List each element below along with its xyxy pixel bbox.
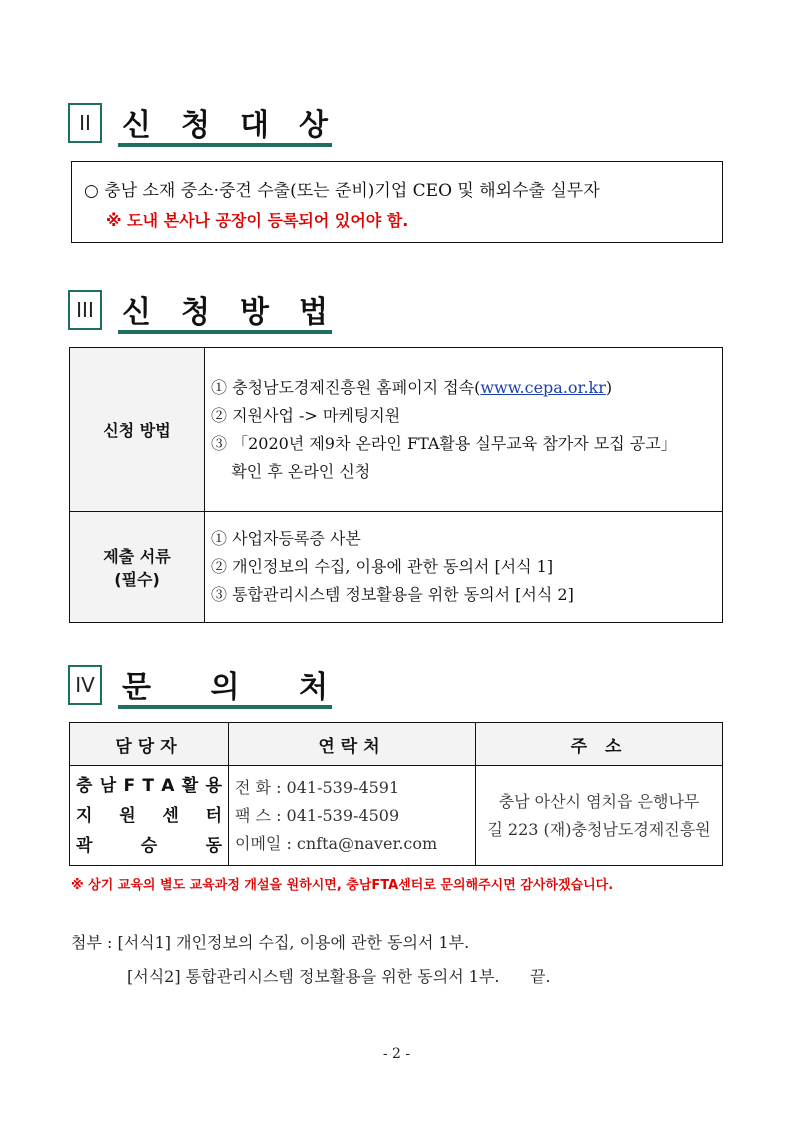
title-char: 청 (181, 295, 210, 330)
address (476, 766, 723, 866)
documents-label (70, 512, 205, 623)
list-item: ③ 「2020년 제9차 온라인 FTA활용 실무교육 참가자 모집 공고」 (211, 433, 677, 453)
title-char: 신 (122, 108, 151, 143)
name-line (76, 801, 222, 831)
email-line: 이메일 : cnfta@naver.com (235, 833, 438, 853)
label-line: 제출 서류 (103, 547, 171, 566)
list-item: ③ 통합관리시스템 정보활용을 위한 동의서 [서식 2] (211, 585, 574, 604)
title-char: 법 (299, 295, 328, 330)
list-item (211, 374, 722, 402)
list-item: ② 지원사업 -> 마케팅지원 (211, 405, 401, 425)
list-item: ② 개인정보의 수집, 이용에 관한 동의서 [서식 1] (211, 557, 554, 576)
attachment-line: [서식2] 통합관리시스템 정보활용을 위한 동의서 1부. 끝. (127, 967, 551, 986)
item-text: ① 충청남도경제진흥원 홈페이지 접속( (211, 377, 481, 397)
section-number: III (68, 290, 102, 330)
name-char: 지 (76, 805, 93, 826)
section-number: II (68, 103, 102, 143)
section-title (118, 665, 332, 709)
name-line (76, 831, 222, 861)
name-char: 원 (119, 805, 136, 826)
contact-person (70, 766, 229, 866)
name-char: 용 (205, 775, 222, 796)
contact-info (229, 766, 476, 866)
title-char: 상 (299, 108, 328, 143)
section-title (118, 103, 332, 147)
documents-content (205, 512, 723, 623)
name-char: A (161, 775, 175, 796)
section-title (118, 290, 332, 334)
address-line: 충남 아산시 염치읍 은행나무 (498, 791, 700, 811)
table-header-row (70, 723, 723, 766)
phone-line: 전 화 : 041-539-4591 (235, 777, 400, 797)
title-char: 의 (210, 670, 240, 705)
name-char: T (142, 775, 154, 796)
header-cell: 주 소 (476, 723, 723, 766)
method-table (69, 347, 723, 623)
item-text: ) (605, 377, 613, 397)
name-line (76, 771, 222, 801)
page-number: - 2 - (382, 1046, 411, 1062)
header-cell: 연락처 (229, 723, 476, 766)
title-char: 방 (240, 295, 269, 330)
target-warning: ※ 도내 본사나 공장이 등록되어 있어야 함. (106, 211, 409, 230)
list-item: ① 사업자등록증 사본 (211, 529, 361, 548)
table-row (70, 512, 723, 623)
contact-table (69, 722, 723, 866)
attachments (71, 926, 551, 994)
homepage-link[interactable]: www.cepa.or.kr (480, 377, 606, 397)
title-char: 문 (122, 670, 151, 705)
name-char: 센 (162, 805, 179, 826)
title-char: 청 (181, 108, 210, 143)
table-row (70, 348, 723, 512)
method-label: 신청 방법 (70, 348, 205, 512)
name-char: 남 (99, 775, 117, 796)
attachment-line: 첨부 : [서식1] 개인정보의 수집, 이용에 관한 동의서 1부. (71, 933, 470, 952)
name-char: 승 (140, 835, 158, 856)
name-char: 터 (205, 805, 222, 826)
target-text: ○ 충남 소재 중소·중견 수출(또는 준비)기업 CEO 및 해외수출 실무자 (84, 181, 600, 201)
name-char: 충 (76, 775, 93, 796)
target-box (71, 161, 723, 243)
inquiry-note: ※ 상기 교육의 별도 교육과정 개설을 원하시면, 충남FTA센터로 문의해주시면 감사하겠습니다. (71, 878, 614, 893)
table-row (70, 766, 723, 866)
list-item: 확인 후 온라인 신청 (211, 461, 371, 481)
name-char: 활 (181, 775, 199, 796)
name-char: F (123, 775, 136, 796)
header-cell: 담당자 (70, 723, 229, 766)
title-char: 처 (299, 670, 328, 705)
method-content (205, 348, 723, 512)
address-line: 길 223 (재)충청남도경제진흥원 (487, 819, 711, 839)
title-char: 신 (122, 295, 151, 330)
name-char: 동 (205, 835, 222, 856)
section-number: IV (68, 665, 102, 705)
title-char: 대 (240, 108, 269, 143)
fax-line: 팩 스 : 041-539-4509 (235, 805, 400, 825)
label-line: (필수) (114, 570, 160, 589)
name-char: 곽 (76, 835, 93, 856)
